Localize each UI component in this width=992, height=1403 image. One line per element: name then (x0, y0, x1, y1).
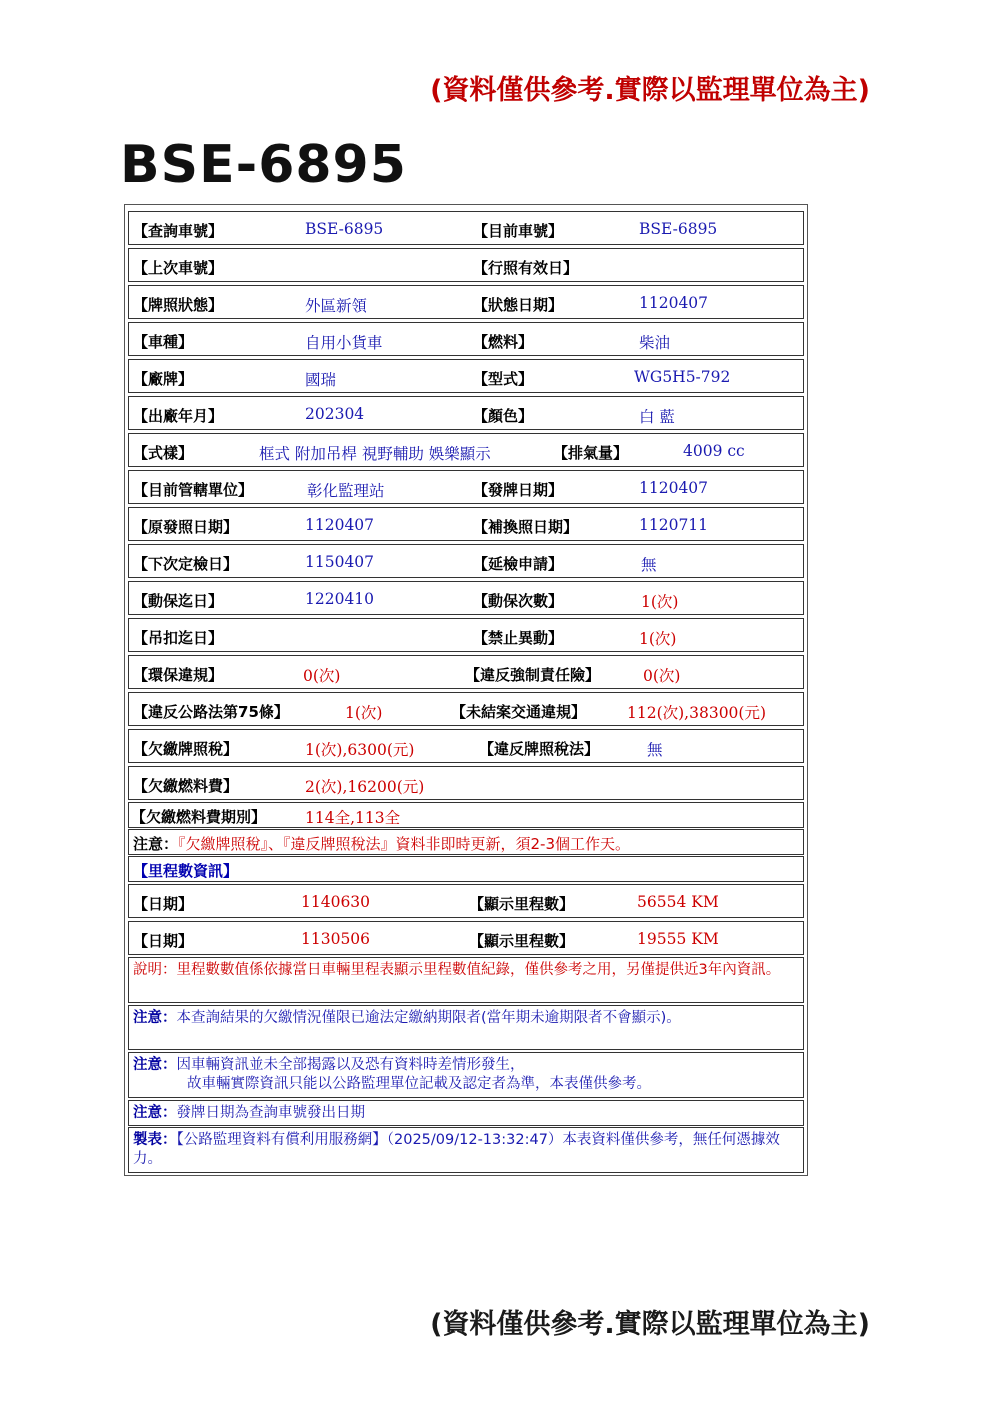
issue-notice (133, 1104, 795, 1123)
table-row (128, 470, 804, 504)
table-row (128, 507, 804, 541)
transfer-ban-value: 1(次) (639, 630, 677, 648)
table-row (128, 1100, 804, 1126)
tax-notice-text: 『欠繳牌照稅』、『違反牌照稅法』資料非即時更新，須2-3個工作天。 (178, 835, 631, 853)
table-row (128, 802, 804, 828)
jurisdiction-value: 彰化監理站 (307, 482, 385, 500)
table-row (128, 359, 804, 393)
inspection-extension-value: 無 (641, 556, 657, 574)
realtime-notice (133, 1056, 795, 1094)
original-license-label: 【原發照日期】 (133, 518, 239, 536)
inspection-extension-label: 【延檢申請】 (473, 555, 564, 573)
fuel-fee-period-value: 114全,113全 (305, 809, 401, 827)
license-tax-law-value: 無 (647, 741, 663, 759)
source-notice-label: 製表： (133, 1132, 177, 1148)
table-row (128, 921, 804, 955)
jurisdiction-label: 【目前管轄單位】 (133, 481, 254, 499)
transfer-ban-label: 【禁止異動】 (473, 629, 564, 647)
env-violation-label: 【環保違規】 (133, 666, 224, 684)
table-row (128, 655, 804, 689)
disclaimer-top: (資料僅供參考.實際以監理單位為主) (430, 75, 870, 106)
plate-status-value: 外區新領 (305, 297, 368, 315)
model-value: WG5H5-792 (634, 368, 731, 386)
arrears-notice-text: 本查詢結果的欠繳情況僅限已逾法定繳納期限者(當年期未逾期限者不會顯示)。 (176, 1010, 681, 1026)
vehicle-type-value: 自用小貨車 (305, 334, 383, 352)
lien-count-label: 【動保次數】 (473, 592, 564, 610)
disclaimer-bottom: (資料僅供參考.實際以監理單位為主) (430, 1309, 870, 1340)
source-notice (133, 1131, 795, 1169)
mileage-km-value: 19555 KM (637, 930, 719, 948)
table-row (128, 856, 804, 882)
license-tax-label: 【欠繳牌照稅】 (133, 740, 239, 758)
table-row (128, 396, 804, 430)
mileage-header: 【里程數資訊】 (133, 862, 239, 880)
current-plate-value: BSE-6895 (639, 220, 718, 238)
fuel-fee-value: 2(次),16200(元) (305, 778, 425, 796)
table-row (128, 544, 804, 578)
reissue-license-label: 【補換照日期】 (473, 518, 579, 536)
plate-status-label: 【牌照狀態】 (133, 296, 224, 314)
arrears-notice (133, 1009, 795, 1028)
page-title: BSE-6895 (120, 135, 407, 195)
mileage-date-value: 1130506 (301, 930, 371, 948)
issue-date-value: 1120407 (639, 479, 709, 497)
traffic-violation-value: 112(次),38300(元) (627, 704, 767, 722)
realtime-notice-line2: 故車輛實際資訊只能以公路監理單位記載及認定者為準，本表僅供參考。 (187, 1076, 651, 1092)
manufacture-label: 【出廠年月】 (133, 407, 224, 425)
vehicle-type-label: 【車種】 (133, 333, 194, 351)
displacement-label: 【排氣量】 (553, 444, 629, 462)
color-label: 【顏色】 (473, 407, 534, 425)
tax-notice (133, 833, 630, 854)
revoke-date-label: 【吊扣迄日】 (133, 629, 224, 647)
realtime-notice-label: 注意： (133, 1057, 177, 1073)
previous-plate-label: 【上次車號】 (133, 259, 224, 277)
arrears-notice-label: 注意： (133, 1010, 177, 1026)
mileage-km-label: 【顯示里程數】 (469, 895, 575, 913)
lien-date-value: 1220410 (305, 590, 375, 608)
mileage-date-label: 【日期】 (133, 895, 194, 913)
query-plate-label: 【查詢車號】 (133, 222, 224, 240)
issue-notice-text: 發牌日期為查詢車號發出日期 (176, 1105, 365, 1121)
issue-notice-label: 注意： (133, 1105, 177, 1121)
brand-label: 【廠牌】 (133, 370, 194, 388)
table-row (128, 1052, 804, 1098)
style-label: 【式樣】 (133, 444, 194, 462)
mileage-date-value: 1140630 (301, 893, 371, 911)
source-notice-text: 【公路監理資料有償利用服務網】（2025/09/12-13:32:47）本表資料僅供參考，無任何憑據效力。 (133, 1132, 780, 1167)
mileage-km-label: 【顯示里程數】 (469, 932, 575, 950)
query-plate-value: BSE-6895 (305, 220, 384, 238)
original-license-value: 1120407 (305, 516, 375, 534)
reissue-license-value: 1120711 (639, 516, 709, 534)
table-row (128, 692, 804, 726)
model-label: 【型式】 (473, 370, 534, 388)
fuel-fee-label: 【欠繳燃料費】 (133, 777, 239, 795)
color-value: 白 藍 (639, 408, 675, 426)
table-row (128, 884, 804, 918)
highway-law-label: 【違反公路法第75條】 (133, 703, 289, 721)
table-row (128, 211, 804, 245)
table-row (128, 766, 804, 800)
traffic-violation-label: 【未結案交通違規】 (451, 703, 587, 721)
issue-date-label: 【發牌日期】 (473, 481, 564, 499)
insurance-violation-label: 【違反強制責任險】 (465, 666, 601, 684)
status-date-label: 【狀態日期】 (473, 296, 564, 314)
license-valid-label: 【行照有效日】 (473, 259, 579, 277)
table-row (128, 957, 804, 1003)
table-row (128, 618, 804, 652)
license-tax-value: 1(次),6300(元) (305, 741, 415, 759)
next-inspection-value: 1150407 (305, 553, 375, 571)
next-inspection-label: 【下次定檢日】 (133, 555, 239, 573)
table-row (128, 729, 804, 763)
status-date-value: 1120407 (639, 294, 709, 312)
table-row (128, 433, 804, 467)
displacement-value: 4009 cc (683, 442, 745, 460)
mileage-date-label: 【日期】 (133, 932, 194, 950)
table-row (128, 1127, 804, 1173)
table-row (128, 1005, 804, 1050)
mileage-note: 說明：里程數數值係依據當日車輛里程表顯示里程數值紀錄，僅供參考之用，另僅提供近3年內資訊。 (133, 962, 781, 978)
fuel-fee-period-label: 【欠繳燃料費期別】 (131, 808, 267, 826)
table-row (128, 322, 804, 356)
lien-date-label: 【動保迄日】 (133, 592, 224, 610)
fuel-value: 柴油 (639, 334, 671, 352)
table-row (128, 581, 804, 615)
highway-law-value: 1(次) (345, 704, 383, 722)
vehicle-report (124, 204, 808, 1176)
env-violation-value: 0(次) (303, 667, 341, 685)
manufacture-value: 202304 (305, 405, 365, 423)
mileage-km-value: 56554 KM (637, 893, 719, 911)
table-row (128, 829, 804, 855)
current-plate-label: 【目前車號】 (473, 222, 564, 240)
table-row (128, 285, 804, 319)
brand-value: 國瑞 (305, 371, 337, 389)
realtime-notice-line1: 因車輛資訊並未全部揭露以及恐有資料時差情形發生， (176, 1057, 525, 1073)
style-value: 框式 附加吊桿 視野輔助 娛樂顯示 (259, 445, 491, 463)
insurance-violation-value: 0(次) (643, 667, 681, 685)
fuel-label: 【燃料】 (473, 333, 534, 351)
lien-count-value: 1(次) (641, 593, 679, 611)
tax-notice-label: 注意： (133, 835, 179, 853)
table-row (128, 248, 804, 282)
license-tax-law-label: 【違反牌照稅法】 (479, 740, 600, 758)
